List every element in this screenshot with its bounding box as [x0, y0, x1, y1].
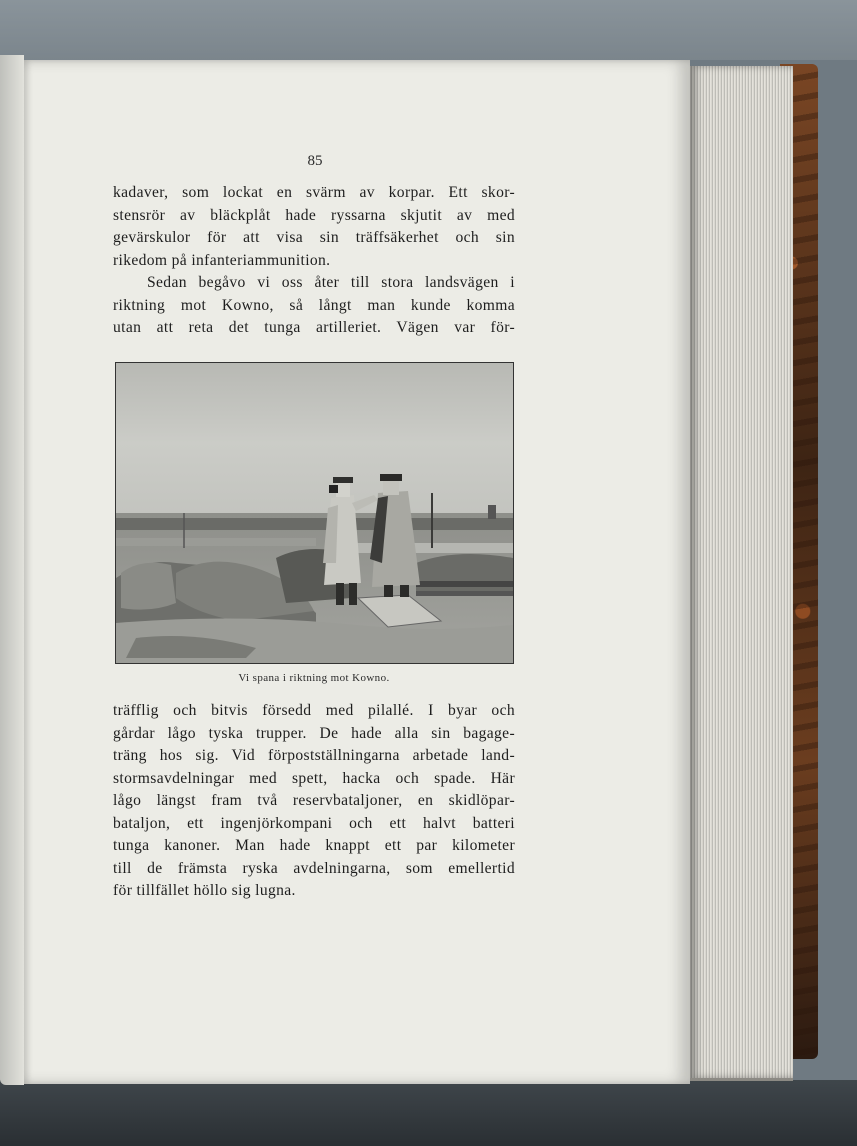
backdrop-top — [0, 0, 857, 60]
page-edges — [690, 66, 793, 1081]
text-line: stormsavdelningar med spett, hacka och spade. Här — [113, 769, 515, 787]
text-line: Sedan begåvo vi oss åter till stora landsvägen i — [147, 274, 515, 291]
text-block-bottom — [113, 700, 515, 903]
text-line: till de främsta ryska avdelningarna, som emellertid — [113, 859, 515, 877]
facing-page-edge — [0, 55, 24, 1085]
photo-caption: Vi spana i riktning mot Kowno. — [238, 672, 390, 684]
text-line: stensrör av bläckplåt hade ryssarna skjutit av med — [113, 206, 515, 224]
text-line: tunga kanoner. Man hade knappt ett par kilometer — [113, 837, 515, 854]
backdrop-bottom — [0, 1080, 857, 1146]
page-number: 85 — [307, 153, 323, 169]
text-line: kadaver, som lockat en svärm av korpar. Ett skor- — [113, 184, 515, 201]
text-block-top — [113, 182, 515, 340]
text-line: träng hos sig. Vid förpostställningarna arbetade land- — [113, 747, 515, 764]
text-line: utan att reta det tunga artilleriet. Vägen var för- — [113, 319, 515, 336]
text-line: rikedom på infanteriammunition. — [113, 251, 331, 269]
photograph — [115, 362, 514, 664]
text-line: riktning mot Kowno, så långt man kunde komma — [113, 296, 515, 314]
text-line: gevärskulor för att visa sin träffsäkerhet och sin — [113, 229, 515, 246]
text-line: för tillfället höllo sig lugna. — [113, 882, 296, 899]
photograph-illustration — [116, 363, 513, 663]
text-line: lågo längst fram två reservbataljoner, en skidlöpar- — [113, 792, 515, 809]
text-line: träfflig och bitvis försedd med pilallé. I byar och — [113, 702, 515, 719]
text-line: bataljon, ett ingenjörkompani och ett halvt batteri — [113, 814, 515, 832]
text-line: gårdar lågo tyska trupper. De hade alla sin bagage- — [113, 724, 515, 742]
